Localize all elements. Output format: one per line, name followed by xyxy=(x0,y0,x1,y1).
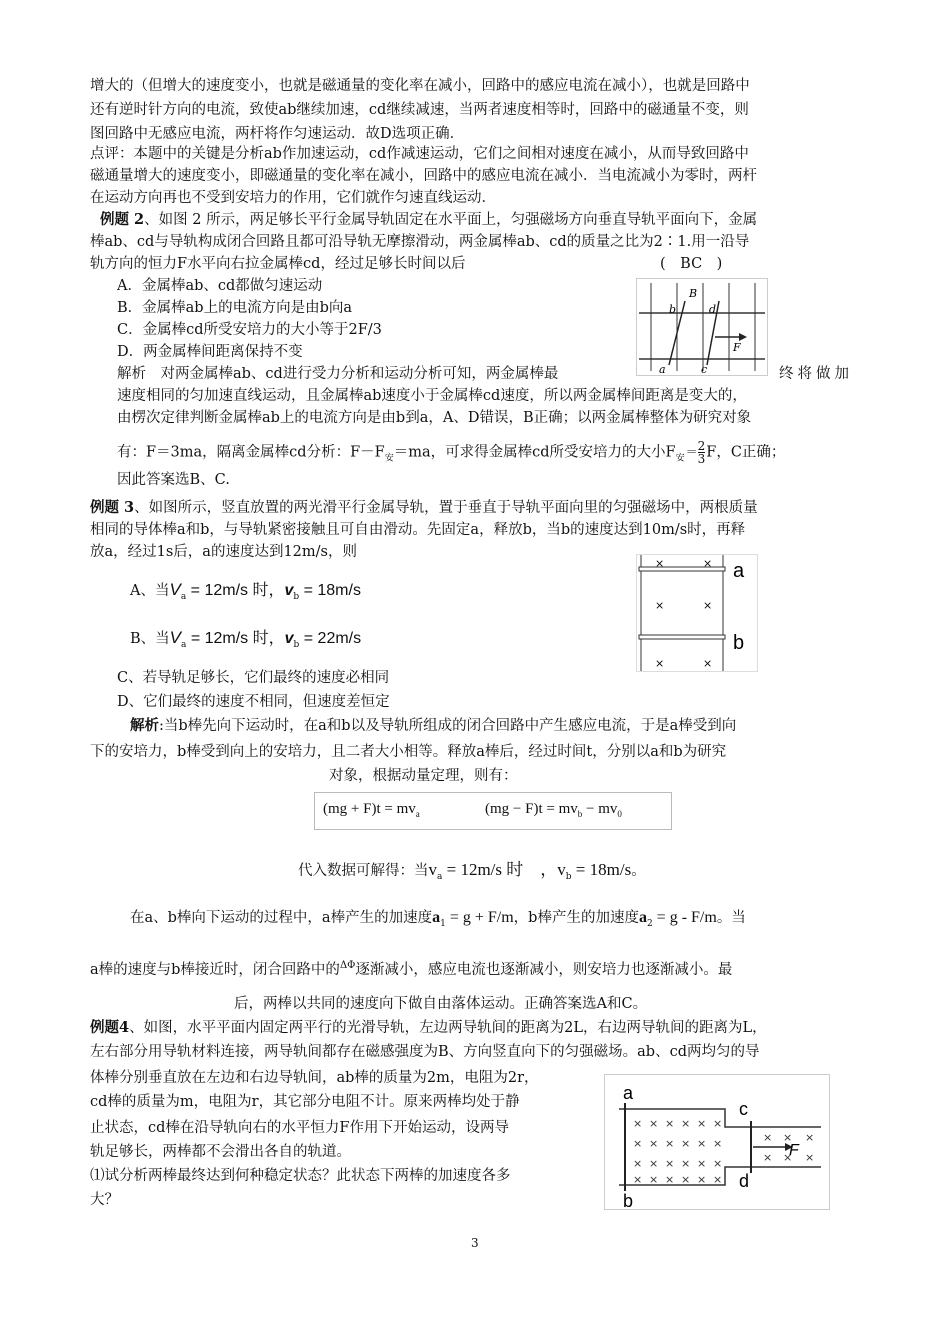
figure-2-svg xyxy=(637,279,767,375)
example-label: 例题4 xyxy=(90,1019,130,1036)
text-line: 止状态，cd棒在沿导轨向右的水平恒力F作用下开始运动，设两导 xyxy=(90,1120,509,1136)
text-line: 后，两棒以共同的速度向下做自由落体运动。正确答案选A和C。 xyxy=(234,996,648,1012)
text: = g - F/m xyxy=(652,909,717,926)
subscript: a xyxy=(181,639,187,650)
page-number: 3 xyxy=(471,1236,479,1250)
field-cross: × xyxy=(783,1131,793,1144)
field-cross: × xyxy=(633,1173,643,1186)
text-line xyxy=(117,440,785,468)
field-cross: × xyxy=(655,599,665,612)
field-cross: × xyxy=(681,1117,691,1130)
text-line: 在运动方向再也不受到安培力的作用，它们就作匀速直线运动． xyxy=(90,190,496,206)
figure-3-svg xyxy=(637,555,757,671)
field-cross: × xyxy=(665,1157,675,1170)
text-line: 磁通量增大的速度变小，即磁通量的变化率在减小，回路中的感应电流在减小．当电流减小为零时，两杆 xyxy=(90,168,757,184)
text-line: cd棒的质量为m，电阻为r，其它部分电阻不计。原来两棒均处于静 xyxy=(90,1094,520,1110)
text-line: 图回路中无感应电流，两杆将作匀速运动．故D选项正确． xyxy=(90,126,465,142)
text: = 18m/s xyxy=(571,860,632,879)
label-a: a xyxy=(733,560,745,582)
text: ＝ma，可求得金属棒cd所受安培力的大小F xyxy=(393,444,676,461)
field-cross: × xyxy=(805,1151,815,1164)
field-cross: × xyxy=(697,1173,707,1186)
field-cross: × xyxy=(633,1117,643,1130)
text: = 12m/s 时， xyxy=(186,630,285,647)
text-line: 、如图 2 所示，两足够长平行金属导轨固定在水平面上，匀强磁场方向垂直导轨平面向下，金属 xyxy=(144,212,758,228)
option-d: D、它们最终的速度不相同，但速度差恒定 xyxy=(117,694,390,710)
text: :当b棒先向下运动时，在a和b以及导轨所组成的闭合回路中产生感应电流，于是a棒受到向 xyxy=(159,718,737,734)
field-cross: × xyxy=(713,1137,723,1150)
text: = 12m/s 时 ，v xyxy=(442,860,566,879)
label-b: b xyxy=(733,632,745,654)
text-line: 终将做加 xyxy=(779,366,853,382)
equation-a xyxy=(323,801,420,819)
text: (mg + F)t = mv xyxy=(323,801,416,817)
symbol: a xyxy=(638,909,647,926)
field-cross: × xyxy=(697,1157,707,1170)
option-b: B．金属棒ab上的电流方向是由b向a xyxy=(117,300,353,316)
field-cross: × xyxy=(681,1157,691,1170)
example-3-heading xyxy=(90,498,758,518)
text-line: 点评：本题中的关键是分析ab作加速运动，cd作减速运动，它们之间相对速度在减小，从而导致回路中 xyxy=(90,146,749,162)
field-cross: × xyxy=(633,1137,643,1150)
equation-b xyxy=(485,801,622,819)
field-cross: × xyxy=(649,1117,659,1130)
text-line xyxy=(90,956,732,980)
field-cross: × xyxy=(633,1157,643,1170)
field-cross: × xyxy=(649,1137,659,1150)
label-a: a xyxy=(623,1083,634,1103)
field-cross: × xyxy=(665,1137,675,1150)
symbol: v xyxy=(284,582,294,599)
label-c: c xyxy=(701,363,708,375)
example-label: 例题 3 xyxy=(90,499,135,516)
field-cross: × xyxy=(783,1151,793,1164)
subscript: a xyxy=(180,591,187,602)
text-line: 因此答案选B、C. xyxy=(117,472,230,488)
option-d: D．两金属棒间距离保持不变 xyxy=(117,344,303,360)
rod-b xyxy=(639,635,725,639)
symbol: V xyxy=(169,580,181,599)
text: (mg − F)t = mv xyxy=(485,801,578,817)
text-line: 解析 对两金属棒ab、cd进行受力分析和运动分析可知，两金属棒最 xyxy=(117,366,559,382)
field-cross: × xyxy=(703,657,713,670)
fraction-numerator: 2 xyxy=(697,439,706,453)
field-cross: × xyxy=(649,1157,659,1170)
text: 有：F＝3ma，隔离金属棒cd分析：F－F xyxy=(117,444,385,461)
symbol: v xyxy=(428,860,437,879)
text-line: 增大的（但增大的速度变小，也就是磁通量的变化率在减小，回路中的感应电流在减小），也就是回路中 xyxy=(90,78,750,94)
label-B: B xyxy=(689,287,698,300)
figure-3-vertical-rails xyxy=(636,554,758,672)
text-line: 放a，经过1s后，a的速度达到12m/s，则 xyxy=(90,544,357,560)
text: = g + F/m xyxy=(445,909,514,926)
figure-2-rails-diagram xyxy=(636,278,768,376)
subscript: a xyxy=(415,809,420,819)
label-b: b xyxy=(623,1191,634,1209)
subscript: b xyxy=(577,809,583,819)
figure-4-svg xyxy=(605,1075,829,1209)
label-b: b xyxy=(669,303,677,316)
text-line: 轨足够长，两棒都不会滑出各自的轨道。 xyxy=(90,1144,351,1160)
text-line: 大？ xyxy=(90,1192,119,1208)
figure-4-stepped-rails xyxy=(604,1074,830,1210)
field-cross: × xyxy=(665,1117,675,1130)
symbol: V xyxy=(169,628,181,647)
field-cross: × xyxy=(655,557,665,570)
field-cross: × xyxy=(697,1137,707,1150)
label-d: d xyxy=(709,303,717,316)
symbol: v xyxy=(284,630,294,647)
field-cross: × xyxy=(665,1173,675,1186)
subscript: b xyxy=(565,871,572,882)
text: 。 xyxy=(631,863,646,879)
field-cross: × xyxy=(805,1131,815,1144)
text: = 12m/s 时， xyxy=(186,582,285,599)
field-cross: × xyxy=(703,599,713,612)
text: 逐渐减小，感应电流也逐渐减小，则安培力也逐渐减小。最 xyxy=(355,961,733,978)
text: 。当 xyxy=(716,910,746,926)
field-cross: × xyxy=(697,1117,707,1130)
label-d: d xyxy=(739,1171,750,1191)
subscript: b xyxy=(293,639,300,650)
field-cross: × xyxy=(763,1151,773,1164)
label-F: F xyxy=(733,341,741,354)
text: B、当 xyxy=(130,631,170,647)
field-cross: × xyxy=(713,1117,723,1130)
text-line: 、如图，水平平面内固定两平行的光滑导轨，左边两导轨间的距离为2L，右边两导轨间的距离为L， xyxy=(129,1020,767,1036)
text-line xyxy=(130,908,746,934)
text-line xyxy=(298,860,646,887)
text: = 22m/s xyxy=(299,630,362,647)
option-a xyxy=(130,580,361,607)
field-cross: × xyxy=(681,1173,691,1186)
text-line: ⑴试分析两棒最终达到何种稳定状态？此状态下两棒的加速度各多 xyxy=(90,1168,511,1184)
text-line: 、如图所示，竖直放置的两光滑平行金属导轨，置于垂直于导轨平面向里的匀强磁场中，两根质量 xyxy=(134,500,758,516)
option-c: C、若导轨足够长，它们最终的速度必相同 xyxy=(117,670,390,686)
text-line: 下的安培力，b棒受到向上的安培力，且二者大小相等。释放a棒后，经过时间t，分别以a和b为研究 xyxy=(90,744,727,760)
field-cross: × xyxy=(649,1173,659,1186)
field-cross: × xyxy=(713,1173,723,1186)
text-line: 对象，根据动量定理，则有： xyxy=(329,768,518,784)
example-2-heading xyxy=(100,210,757,230)
text-line: 轨方向的恒力F水平向右拉金属棒cd，经过足够长时间以后 xyxy=(90,256,466,272)
label-a: a xyxy=(659,363,666,375)
answer-key: ( BC ) xyxy=(660,256,723,272)
force-arrowhead xyxy=(739,333,747,341)
subscript: 0 xyxy=(617,809,622,819)
text: 在a、b棒向下运动的过程中，a棒产生的加速度 xyxy=(130,910,433,926)
analysis-label: 解析 xyxy=(130,717,159,734)
subscript: 安 xyxy=(384,453,394,464)
symbol: ΔΦ xyxy=(339,960,356,971)
fraction: ＝ $\frac{2}{3}$ xyxy=(685,439,706,466)
example-label: 例题 2 xyxy=(100,211,145,228)
subscript: 1 xyxy=(440,918,446,929)
label-c: c xyxy=(739,1099,748,1119)
field-cross: × xyxy=(681,1137,691,1150)
equation-box xyxy=(314,792,672,830)
text-line: 相同的导体棒a和b，与导轨紧密接触且可自由滑动。先固定a，释放b，当b的速度达到10m/s时，再释 xyxy=(90,522,746,538)
text: a棒的速度与b棒接近时，闭合回路中的 xyxy=(90,961,340,978)
field-cross: × xyxy=(763,1131,773,1144)
text: ，b棒产生的加速度 xyxy=(513,910,639,926)
field-cross: × xyxy=(703,557,713,570)
text: A、当 xyxy=(130,583,170,599)
text-line: 由楞次定律判断金属棒ab上的电流方向是由b到a，A、D错误，B正确；以两金属棒整体为研究对象 xyxy=(117,410,752,426)
label-F: F xyxy=(789,1142,799,1159)
text-line: 速度相同的匀加速直线运动，且金属棒ab速度小于金属棒cd速度，所以两金属棒间距离是变大的， xyxy=(117,388,747,404)
option-b xyxy=(130,628,361,655)
option-c: C．金属棒cd所受安培力的大小等于2F/3 xyxy=(117,322,382,338)
subscript: 安 xyxy=(675,453,685,464)
fraction-denominator: 3 xyxy=(697,452,706,466)
example-4-heading xyxy=(90,1018,767,1038)
text-line xyxy=(130,716,736,736)
text-line: 体棒分别垂直放在左边和右边导轨间，ab棒的质量为2m，电阻为2r， xyxy=(90,1070,539,1086)
subscript: b xyxy=(293,591,300,602)
text-line: 左右部分用导轨材料连接，两导轨间都存在磁感强度为B、方向竖直向下的匀强磁场。ab、cd两均匀的导 xyxy=(90,1044,760,1060)
text-line: 还有逆时针方向的电流，致使ab继续加速，cd继续减速，当两者速度相等时，回路中的磁通量不变，则 xyxy=(90,102,749,118)
text: 代入数据可解得：当 xyxy=(298,863,429,879)
field-cross: × xyxy=(655,657,665,670)
text: = 18m/s xyxy=(299,582,361,599)
symbol: a xyxy=(432,909,441,926)
text-line: 棒ab、cd与导轨构成闭合回路且都可沿导轨无摩擦滑动，两金属棒ab、cd的质量之比为2∶1.用一沿导 xyxy=(90,234,750,250)
field-cross: × xyxy=(713,1157,723,1170)
subscript: a xyxy=(437,871,443,882)
subscript: 2 xyxy=(646,918,653,929)
text: F，C正确； xyxy=(706,444,786,461)
text: − mv xyxy=(582,801,618,817)
option-a: A．金属棒ab、cd都做匀速运动 xyxy=(117,278,323,294)
